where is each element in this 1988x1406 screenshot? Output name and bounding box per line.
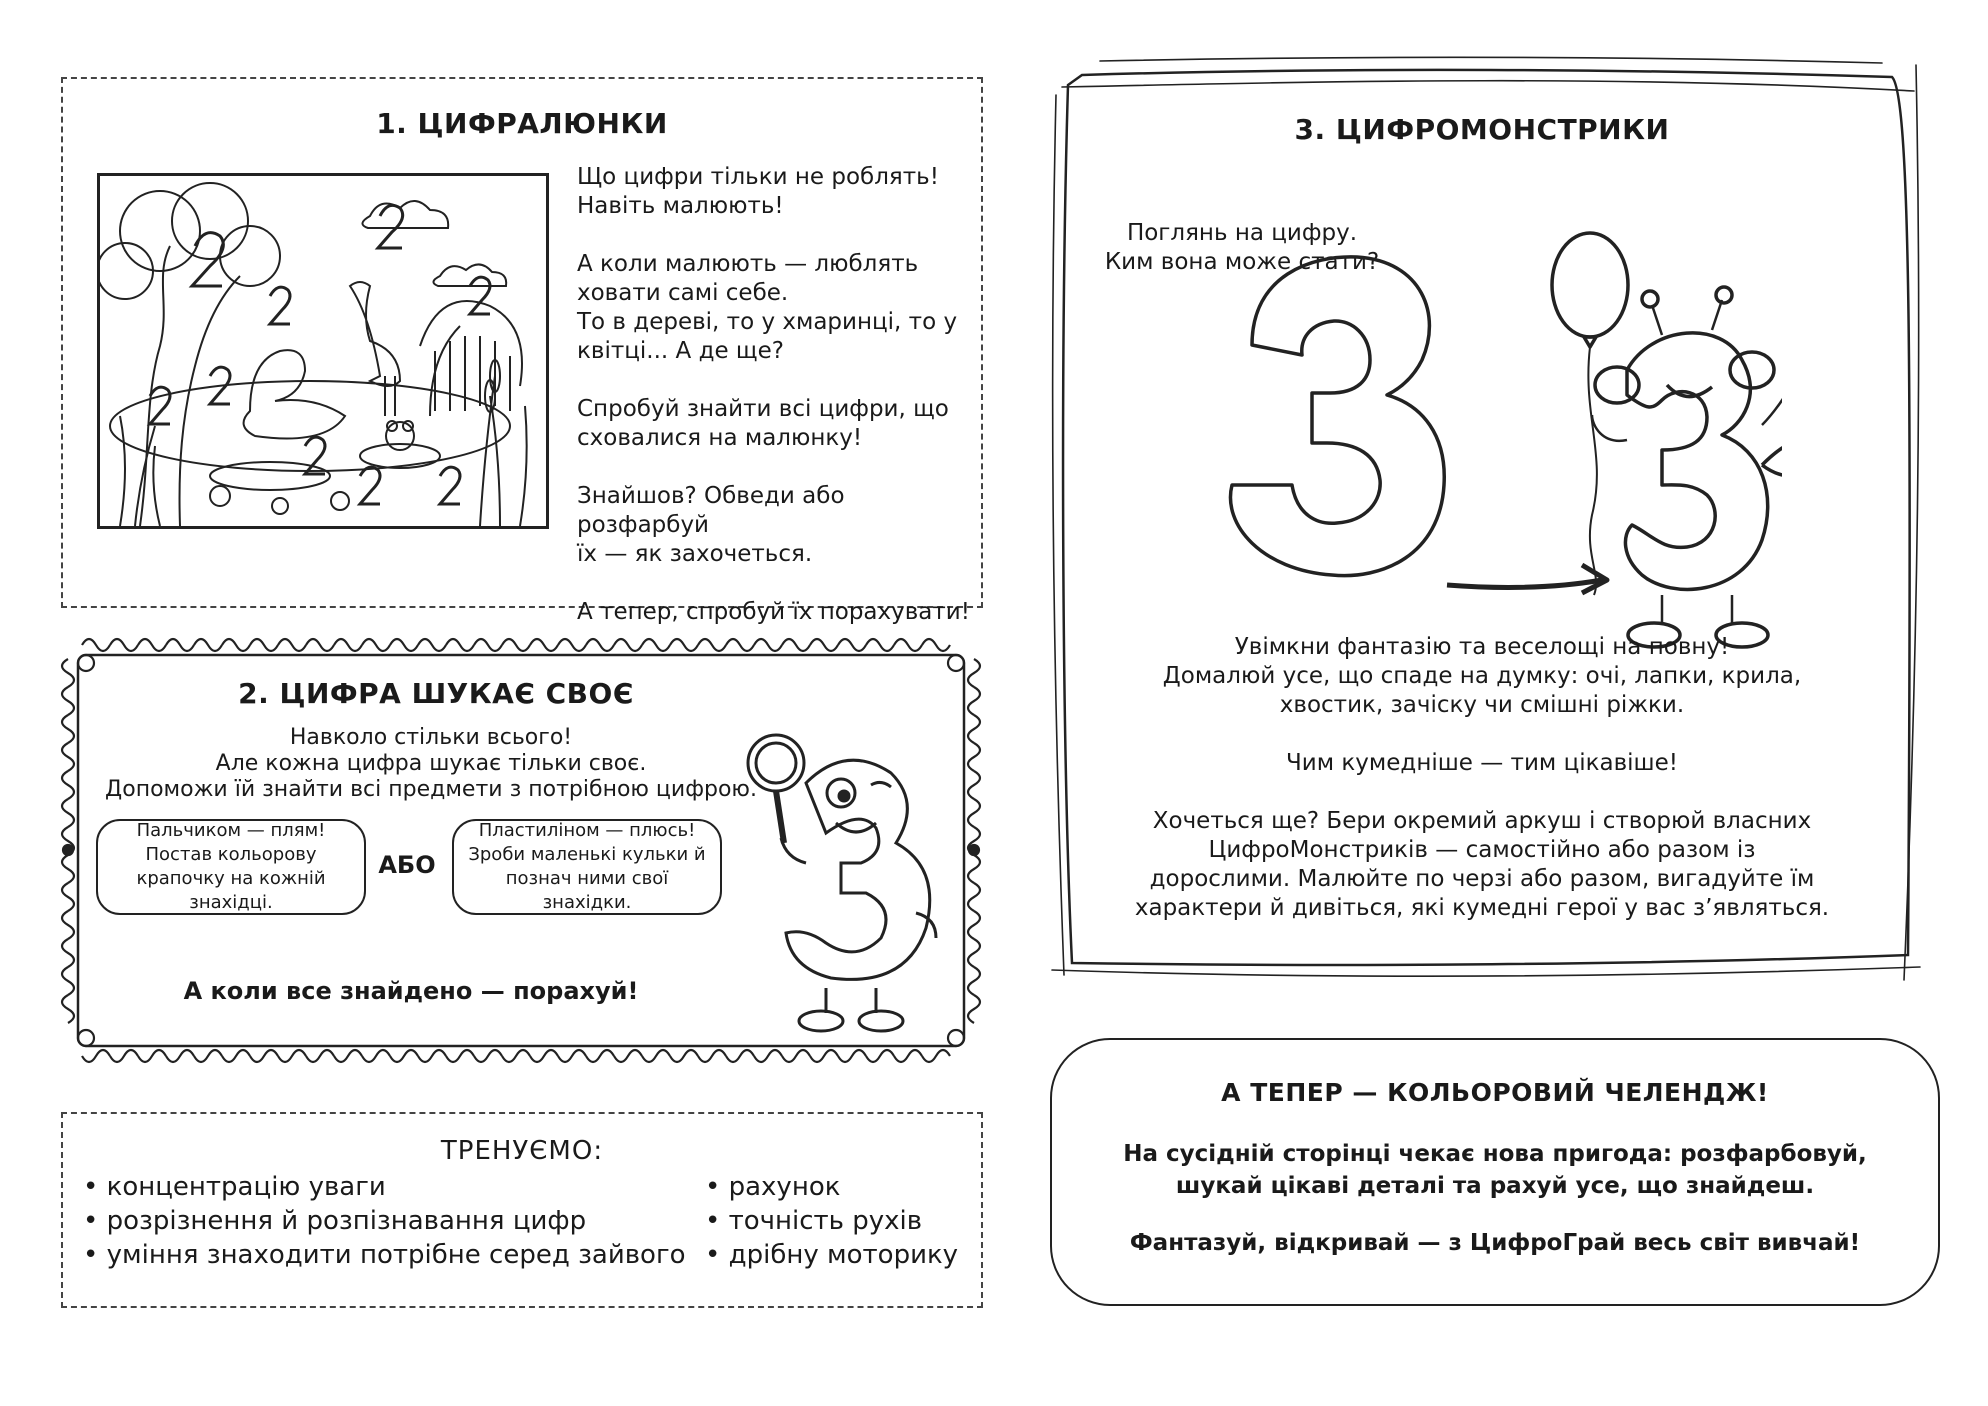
text-line: Пластиліном — плюсь! xyxy=(478,820,696,841)
lake-scene-illustration xyxy=(97,173,549,529)
section2-intro xyxy=(86,725,776,803)
text-line: знахідці. xyxy=(189,892,273,913)
text-line: Що цифри тільки не роблять! xyxy=(577,164,939,190)
list-item: • концентрацію уваги xyxy=(83,1170,686,1204)
text-line: Допоможи їй знайти всі предмети з потрібною цифрою. xyxy=(105,777,757,802)
challenge-slogan: Фантазуй, відкривай — з ЦифроГрай весь світ вивчай! xyxy=(1129,1230,1861,1256)
section3-paragraph xyxy=(1122,749,1842,778)
text-line: Навколо стільки всього! xyxy=(289,725,573,750)
text-line: характери й дивіться, які кумедні герої у вас з’являться. xyxy=(1134,895,1830,921)
list-item: • уміння знаходити потрібне серед зайвого xyxy=(83,1238,686,1272)
text-line: сховалися на малюнку! xyxy=(577,425,863,451)
list-item: • рахунок xyxy=(705,1170,958,1204)
section1-title: 1. ЦИФРАЛЮНКИ xyxy=(376,107,668,140)
section3-title: 3. ЦИФРОМОНСТРИКИ xyxy=(1294,113,1670,146)
challenge-paragraph xyxy=(1052,1138,1938,1202)
text-line: На сусідній сторінці чекає нова пригода: розфарбовуй, xyxy=(1123,1141,1867,1167)
text-line: ЦифроМонстриків — самостійно або разом із xyxy=(1208,837,1756,863)
lake-scene-with-hidden-twos-illustration xyxy=(100,176,546,526)
section1-paragraph xyxy=(577,395,977,453)
text-line: крапочку на кожній xyxy=(136,868,326,889)
list-item: • точність рухів xyxy=(705,1204,958,1238)
text-line: познач ними свої xyxy=(505,868,669,889)
text-line: Чим кумедніше — тим цікавіше! xyxy=(1286,750,1678,776)
section-cyfralyunky xyxy=(61,77,983,625)
text-line: Знайшов? Обведи або розфарбуй xyxy=(577,483,845,538)
text-line: Хочеться ще? Бери окремий аркуш і створюй власних xyxy=(1152,808,1812,834)
training-title: ТРЕНУЄМО: xyxy=(440,1136,604,1166)
plasticine-option-bubble xyxy=(452,819,722,915)
challenge-title: А ТЕПЕР — КОЛЬОРОВИЙ ЧЕЛЕНДЖ! xyxy=(1221,1078,1769,1107)
list-item: • дрібну моторику xyxy=(705,1238,958,1272)
section3-paragraph xyxy=(1122,633,1842,720)
section-cyfra-shukaie-svoie xyxy=(56,633,986,1068)
text-line: Домалюй усе, що спаде на думку: очі, лапки, крила, xyxy=(1162,663,1802,689)
text-line: Ким вона може стати? xyxy=(1104,249,1380,275)
or-label: АБО xyxy=(378,851,436,879)
text-line: Навіть малюють! xyxy=(577,193,784,219)
text-line: То в дереві, то у хмаринці, то у xyxy=(577,309,958,335)
section3-paragraph xyxy=(1122,807,1842,923)
text-line: Але кожна цифра шукає тільки своє. xyxy=(215,751,647,776)
text-line: Пальчиком — плям! xyxy=(136,820,326,841)
section2-title: 2. ЦИФРА ШУКАЄ СВОЄ xyxy=(238,677,634,710)
text-line: Спробуй знайти всі цифри, що xyxy=(577,396,949,422)
section1-paragraph xyxy=(577,482,977,569)
text-line: дорослими. Малюйте по черзі або разом, вигадуйте їм xyxy=(1149,866,1815,892)
list-item: • розрізнення й розпізнавання цифр xyxy=(83,1204,686,1238)
text-line: А коли малюють — люблять xyxy=(577,251,919,277)
text-line: А тепер, спробуй їх порахувати! xyxy=(577,599,970,625)
fingerprint-option-bubble xyxy=(96,819,366,915)
text-line: Зроби маленькі кульки й xyxy=(468,844,706,865)
section1-paragraph xyxy=(577,598,977,627)
section3-text xyxy=(1122,633,1842,923)
text-line: знахідки. xyxy=(542,892,632,913)
color-challenge-box xyxy=(1050,1038,1940,1306)
section1-paragraph xyxy=(577,250,977,366)
text-line: Постав кольорову xyxy=(145,844,317,865)
text-line: Увімкни фантазію та веселощі на повну! xyxy=(1234,634,1730,660)
section1-paragraph xyxy=(577,163,977,221)
text-line: хвостик, зачіску чи смішні ріжки. xyxy=(1279,692,1685,718)
training-list-left xyxy=(83,1170,686,1272)
section1-text xyxy=(577,163,977,627)
text-line: шукай цікаві деталі та рахуй усе, що знайдеш. xyxy=(1175,1173,1815,1199)
training-skills-box xyxy=(61,1112,983,1308)
number-three-with-magnifier-mascot xyxy=(736,723,956,1043)
text-line: ховати самі себе. xyxy=(577,280,789,306)
section-cyfromonstryky xyxy=(1042,55,1922,985)
text-line: квітці... А де ще? xyxy=(577,338,784,364)
text-line: їх — як захочеться. xyxy=(577,541,813,567)
text-line: Поглянь на цифру. xyxy=(1126,220,1358,246)
three-to-monster-transformation-illustration xyxy=(1222,195,1782,675)
training-list-right xyxy=(705,1170,958,1272)
section2-footer: А коли все знайдено — порахуй! xyxy=(183,977,639,1005)
